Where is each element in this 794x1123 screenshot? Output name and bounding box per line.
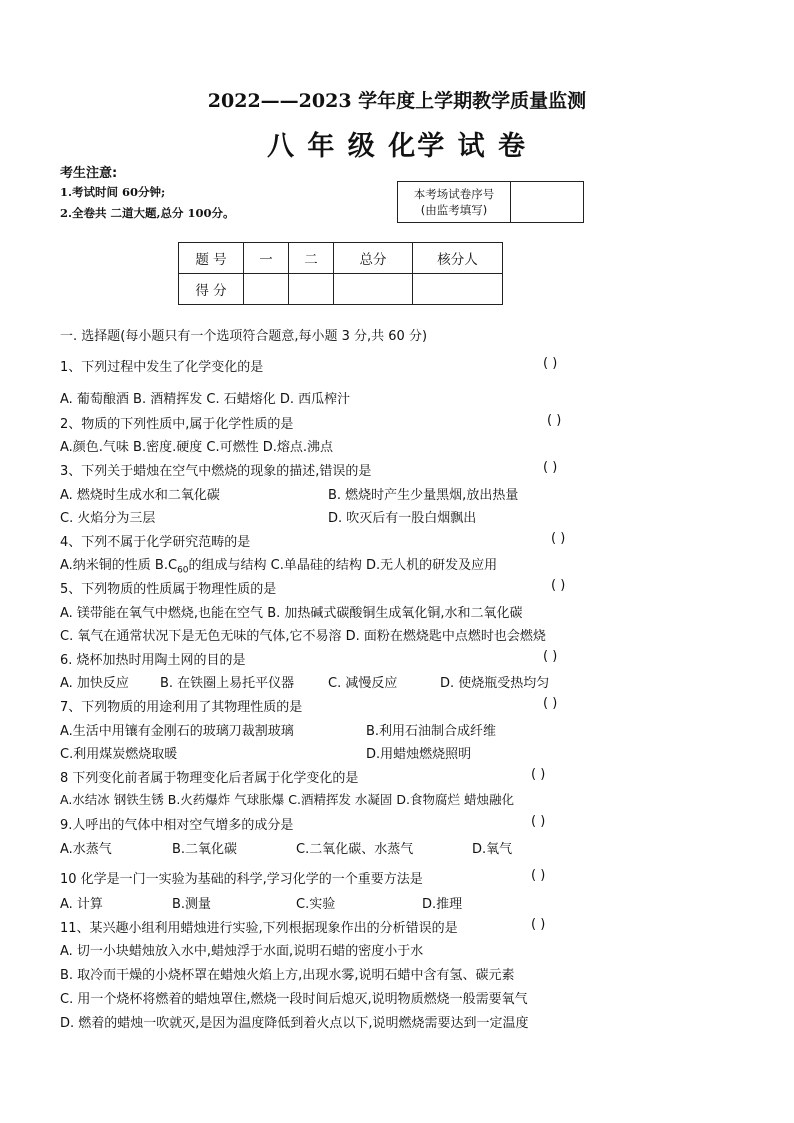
option-d: D. 吹灭后有一股白烟飘出 <box>328 511 477 526</box>
seat-number-box <box>397 181 584 223</box>
notice-item: 2.全卷共 二道大题,总分 100分。 <box>60 206 235 220</box>
score-header: 二 <box>289 243 334 274</box>
option-d: D.氧气 <box>472 842 513 857</box>
option-a: A. 燃烧时生成水和二氧化碳 <box>60 488 220 503</box>
answer-blank[interactable]: ( ) <box>543 696 558 711</box>
option-b: B. 在铁圈上易托平仪器 <box>160 676 295 691</box>
option-d: D.用蜡烛燃烧照明 <box>366 747 472 762</box>
score-header: 总分 <box>334 243 413 274</box>
question-stem: 3、下列关于蜡烛在空气中燃烧的现象的描述,错误的是 <box>60 464 372 479</box>
option-c: C.二氧化碳、水蒸气 <box>296 842 414 857</box>
question-options: A.水结冰 钢铁生锈 B.火药爆炸 气球胀爆 C.酒精挥发 水凝固 D.食物腐烂 蜡烛融化 <box>60 792 514 807</box>
answer-blank[interactable]: ( ) <box>547 413 562 428</box>
question-options: C. 氧气在通常状况下是无色无味的气体,它不易溶 D. 面粉在燃烧匙中点燃时也会燃烧 <box>60 629 546 644</box>
seat-number-value[interactable] <box>511 182 584 223</box>
seat-label-line2: (由监考填写) <box>420 203 488 217</box>
question-stem: 1、下列过程中发生了化学变化的是 <box>60 360 264 375</box>
question-options: A. 镁带能在氧气中燃烧,也能在空气 B. 加热碱式碳酸铜生成氧化铜,水和二氧化碳 <box>60 606 523 621</box>
question-options: A. 切一小块蜡烛放入水中,蜡烛浮于水面,说明石蜡的密度小于水 <box>60 944 424 959</box>
question-options: B. 取冷而干燥的小烧杯罩在蜡烛火焰上方,出现水雾,说明石蜡中含有氢、碳元素 <box>60 968 515 983</box>
question-options: A.颜色.气味 B.密度.硬度 C.可燃性 D.熔点.沸点 <box>60 440 333 455</box>
section-heading: 一. 选择题(每小题只有一个选项符合题意,每小题 3 分,共 60 分) <box>60 329 428 344</box>
options-part: 的组成与结构 C.单晶硅的结构 D.无人机的研发及应用 <box>188 558 498 573</box>
answer-blank[interactable]: ( ) <box>551 578 566 593</box>
score-header: 核分人 <box>413 243 503 274</box>
answer-blank[interactable]: ( ) <box>551 531 566 546</box>
answer-blank[interactable]: ( ) <box>531 814 546 829</box>
score-cell[interactable] <box>244 274 289 305</box>
question-stem: 4、下列不属于化学研究范畴的是 <box>60 535 251 550</box>
option-c: C.利用煤炭燃烧取暖 <box>60 747 178 762</box>
score-value-row <box>179 274 503 305</box>
question-stem: 9.人呼出的气体中相对空气增多的成分是 <box>60 818 294 833</box>
option-a: A. 加快反应 <box>60 676 129 691</box>
question-options: D. 燃着的蜡烛一吹就灭,是因为温度降低到着火点以下,说明燃烧需要达到一定温度 <box>60 1016 529 1031</box>
question-stem: 2、物质的下列性质中,属于化学性质的是 <box>60 417 294 432</box>
notice-heading: 考生注意: <box>60 166 118 181</box>
notice-item: 1.考试时间 60分钟; <box>60 185 166 199</box>
option-c: C.实验 <box>296 897 336 912</box>
answer-blank[interactable]: ( ) <box>543 460 558 475</box>
score-header: 题 号 <box>179 243 244 274</box>
option-d: D.推理 <box>422 897 463 912</box>
question-options: A. 葡萄酿酒 B. 酒精挥发 C. 石蜡熔化 D. 西瓜榨汁 <box>60 392 351 407</box>
answer-blank[interactable]: ( ) <box>531 767 546 782</box>
answer-blank[interactable]: ( ) <box>543 356 558 371</box>
options-part: A.纳米铜的性质 B.C <box>60 558 178 573</box>
answer-blank[interactable]: ( ) <box>531 917 546 932</box>
score-cell[interactable] <box>413 274 503 305</box>
question-stem: 7、下列物质的用途利用了其物理性质的是 <box>60 700 303 715</box>
question-options: C. 用一个烧杯将燃着的蜡烛罩住,燃烧一段时间后熄灭,说明物质燃烧一般需要氧气 <box>60 992 528 1007</box>
question-stem: 6. 烧杯加热时用陶土网的目的是 <box>60 653 246 668</box>
answer-blank[interactable]: ( ) <box>543 649 558 664</box>
option-a: A.生活中用镶有金刚石的玻璃刀裁割玻璃 <box>60 724 294 739</box>
seat-number-label <box>398 182 511 223</box>
question-options <box>60 554 497 576</box>
exam-subtitle: 八 年 级 化学 试 卷 <box>267 131 527 162</box>
score-cell[interactable] <box>334 274 413 305</box>
option-b: B.利用石油制合成纤维 <box>366 724 497 739</box>
option-d: D. 使烧瓶受热均匀 <box>440 676 550 691</box>
answer-blank[interactable]: ( ) <box>531 868 546 883</box>
subscript: 60 <box>177 565 189 576</box>
question-stem: 10 化学是一门一实验为基础的科学,学习化学的一个重要方法是 <box>60 872 423 887</box>
option-b: B.测量 <box>172 897 212 912</box>
exam-title: 2022——2023 学年度上学期教学质量监测 <box>207 90 587 112</box>
score-header: 一 <box>244 243 289 274</box>
question-stem: 8 下列变化前者属于物理变化后者属于化学变化的是 <box>60 771 359 786</box>
score-cell[interactable] <box>289 274 334 305</box>
question-stem: 11、某兴趣小组利用蜡烛进行实验,下列根据现象作出的分析错误的是 <box>60 921 458 936</box>
option-c: C. 减慢反应 <box>328 676 398 691</box>
option-b: B. 燃烧时产生少量黑烟,放出热量 <box>328 488 519 503</box>
option-a: A.水蒸气 <box>60 842 112 857</box>
option-b: B.二氧化碳 <box>172 842 238 857</box>
option-a: A. 计算 <box>60 897 103 912</box>
option-c: C. 火焰分为三层 <box>60 511 156 526</box>
score-header-row <box>179 243 503 274</box>
seat-label-line1: 本考场试卷序号 <box>413 187 495 201</box>
score-row-label: 得 分 <box>179 274 244 305</box>
score-table <box>178 242 503 305</box>
question-stem: 5、下列物质的性质属于物理性质的是 <box>60 582 277 597</box>
